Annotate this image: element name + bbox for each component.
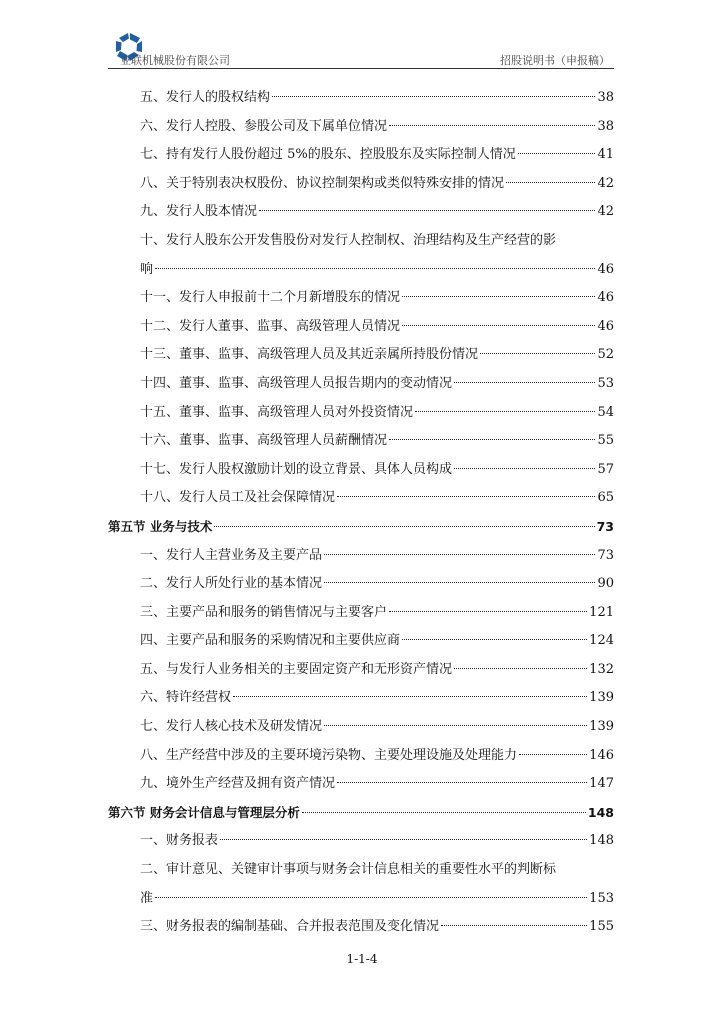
- toc-entry-title: 六、特许经营权: [140, 690, 232, 706]
- toc-entry[interactable]: [108, 913, 614, 942]
- toc-entry[interactable]: [108, 684, 614, 713]
- toc-entry-page: 65: [597, 490, 614, 506]
- toc-leader-dots: [302, 812, 586, 813]
- toc-entry-title: 六、发行人控股、参股公司及下属单位情况: [140, 118, 388, 134]
- toc-entry-title: 十一、发行人申报前十二个月新增股东的情况: [140, 290, 401, 306]
- toc-leader-dots: [155, 268, 595, 269]
- toc-entry-title: 第五节 业务与技术: [108, 518, 213, 534]
- toc-entry[interactable]: [108, 599, 614, 628]
- page-header: [108, 28, 614, 69]
- toc-entry[interactable]: [108, 227, 614, 256]
- toc-entry[interactable]: [108, 84, 614, 113]
- toc-leader-dots: [259, 210, 595, 211]
- toc-entry-title: 九、发行人股本情况: [140, 204, 258, 220]
- toc-entry[interactable]: [108, 399, 614, 428]
- toc-entry-title: 十二、发行人董事、监事、高级管理人员情况: [140, 318, 401, 334]
- toc-leader-dots: [402, 639, 587, 640]
- toc-leader-dots: [402, 296, 595, 297]
- toc-entry[interactable]: [108, 456, 614, 485]
- toc-entry-title: 十四、董事、监事、高级管理人员报告期内的变动情况: [140, 375, 453, 391]
- toc-leader-dots: [389, 125, 595, 126]
- toc-entry-continuation[interactable]: [108, 885, 614, 914]
- toc-entry[interactable]: [108, 856, 614, 885]
- toc-leader-dots: [337, 496, 595, 497]
- toc-entry-page: 73: [597, 547, 614, 563]
- page-number: 1-1-4: [346, 952, 378, 966]
- toc-entry-title: 二、发行人所处行业的基本情况: [140, 576, 323, 592]
- toc-leader-dots: [324, 582, 595, 583]
- toc-entry-page: 73: [596, 518, 614, 534]
- toc-entry-title: 七、持有发行人股份超过 5%的股东、控股股东及实际控制人情况: [140, 147, 516, 163]
- toc-entry-title: 十三、董事、监事、高级管理人员及其近亲属所持股份情况: [140, 347, 479, 363]
- toc-entry-page: 46: [597, 318, 614, 334]
- toc-entry[interactable]: [108, 542, 614, 571]
- toc-entry-title: 八、生产经营中涉及的主要环境污染物、主要处理设施及处理能力: [140, 747, 518, 763]
- toc-leader-dots: [454, 382, 595, 383]
- toc-entry-title: 第六节 财务会计信息与管理层分析: [108, 804, 300, 820]
- toc-entry-page: 54: [597, 404, 614, 420]
- toc-leader-dots: [480, 353, 595, 354]
- toc-entry[interactable]: [108, 656, 614, 685]
- toc-leader-dots: [272, 96, 595, 97]
- toc-leader-dots: [519, 754, 587, 755]
- toc-entry-title: 五、与发行人业务相关的主要固定资产和无形资产情况: [140, 661, 453, 677]
- toc-entry-page: 52: [597, 347, 614, 363]
- toc-leader-dots: [337, 782, 587, 783]
- toc-leader-dots: [389, 611, 587, 612]
- toc-entry-page: 148: [589, 833, 614, 849]
- toc-entry-title: 二、审计意见、关键审计事项与财务会计信息相关的重要性水平的判断标: [140, 862, 557, 878]
- toc-entry[interactable]: [108, 170, 614, 199]
- toc-entry-title: 三、财务报表的编制基础、合并报表范围及变化情况: [140, 919, 440, 935]
- toc-entry-title: 十七、发行人股权激励计划的设立背景、具体人员构成: [140, 461, 453, 477]
- toc-entry-page: 42: [597, 175, 614, 191]
- toc-entry-page: 153: [589, 890, 614, 906]
- toc-entry-continuation[interactable]: [108, 256, 614, 285]
- toc-entry-page: 155: [589, 919, 614, 935]
- toc-entry[interactable]: [108, 370, 614, 399]
- toc-leader-dots: [415, 411, 595, 412]
- toc-entry-page: 124: [589, 633, 614, 649]
- toc-entry-title: 七、发行人核心技术及研发情况: [140, 719, 323, 735]
- toc-leader-dots: [389, 439, 595, 440]
- toc-entry[interactable]: [108, 341, 614, 370]
- toc-entry-page: 139: [589, 719, 614, 735]
- toc-entry-title: 九、境外生产经营及拥有资产情况: [140, 776, 336, 792]
- toc-leader-dots: [454, 468, 595, 469]
- toc-entry-title-continuation: 响: [140, 261, 154, 277]
- toc-entry[interactable]: [108, 284, 614, 313]
- toc-entry-page: 41: [597, 147, 614, 163]
- toc-entry-title: 三、主要产品和服务的销售情况与主要客户: [140, 604, 388, 620]
- toc-entry[interactable]: [108, 827, 614, 856]
- toc-entry-page: 46: [597, 261, 614, 277]
- toc-entry-title: 四、主要产品和服务的采购情况和主要供应商: [140, 633, 401, 649]
- toc-entry-page: 46: [597, 290, 614, 306]
- toc-leader-dots: [233, 696, 587, 697]
- toc-entry[interactable]: [108, 427, 614, 456]
- toc-entry-title: 一、财务报表: [140, 833, 219, 849]
- toc-leader-dots: [324, 725, 587, 726]
- document-type: 招股说明书（申报稿）: [500, 54, 610, 67]
- toc-section-heading[interactable]: [108, 799, 614, 828]
- toc-entry-title-continuation: 准: [140, 890, 154, 906]
- toc-entry[interactable]: [108, 570, 614, 599]
- toc-entry-title: 一、发行人主营业务及主要产品: [140, 547, 323, 563]
- toc-entry-page: 42: [597, 204, 614, 220]
- toc-section-heading[interactable]: [108, 513, 614, 542]
- toc-entry-title: 十六、董事、监事、高级管理人员薪酬情况: [140, 433, 388, 449]
- toc-entry[interactable]: [108, 141, 614, 170]
- toc-entry-page: 146: [589, 747, 614, 763]
- toc-entry-title: 十五、董事、监事、高级管理人员对外投资情况: [140, 404, 414, 420]
- toc-entry-page: 132: [589, 661, 614, 677]
- toc-entry-page: 38: [597, 90, 614, 105]
- toc-entry-page: 121: [589, 604, 614, 620]
- toc-leader-dots: [220, 839, 587, 840]
- toc-entry-title: 十八、发行人员工及社会保障情况: [140, 490, 336, 506]
- toc-entry-page: 55: [597, 433, 614, 449]
- toc-entry-page: 148: [587, 804, 614, 820]
- toc-entry-title: 五、发行人的股权结构: [140, 90, 271, 105]
- toc-entry[interactable]: [108, 770, 614, 799]
- toc-leader-dots: [454, 668, 587, 669]
- toc-entry[interactable]: [108, 484, 614, 513]
- toc-leader-dots: [441, 925, 587, 926]
- toc-entry-title: 十、发行人股东公开发售股份对发行人控制权、治理结构及生产经营的影: [140, 232, 557, 248]
- toc-entry[interactable]: [108, 713, 614, 742]
- toc-entry-page: 57: [597, 461, 614, 477]
- toc-leader-dots: [324, 554, 595, 555]
- toc-entry-page: 53: [597, 375, 614, 391]
- toc-entry-page: 38: [597, 118, 614, 134]
- toc-leader-dots: [518, 153, 596, 154]
- table-of-contents: [108, 84, 614, 942]
- company-name: 业联机械股份有限公司: [120, 54, 230, 67]
- toc-entry-title: 八、关于特别表决权股份、协议控制架构或类似特殊安排的情况: [140, 175, 505, 191]
- toc-entry[interactable]: [108, 313, 614, 342]
- toc-entry[interactable]: [108, 627, 614, 656]
- toc-entry[interactable]: [108, 742, 614, 771]
- toc-leader-dots: [402, 325, 595, 326]
- toc-leader-dots: [214, 526, 594, 527]
- toc-entry[interactable]: [108, 198, 614, 227]
- toc-leader-dots: [506, 182, 595, 183]
- toc-entry[interactable]: [108, 113, 614, 142]
- toc-entry-page: 147: [589, 776, 614, 792]
- toc-entry-page: 90: [597, 576, 614, 592]
- toc-leader-dots: [155, 897, 587, 898]
- toc-entry-page: 139: [589, 690, 614, 706]
